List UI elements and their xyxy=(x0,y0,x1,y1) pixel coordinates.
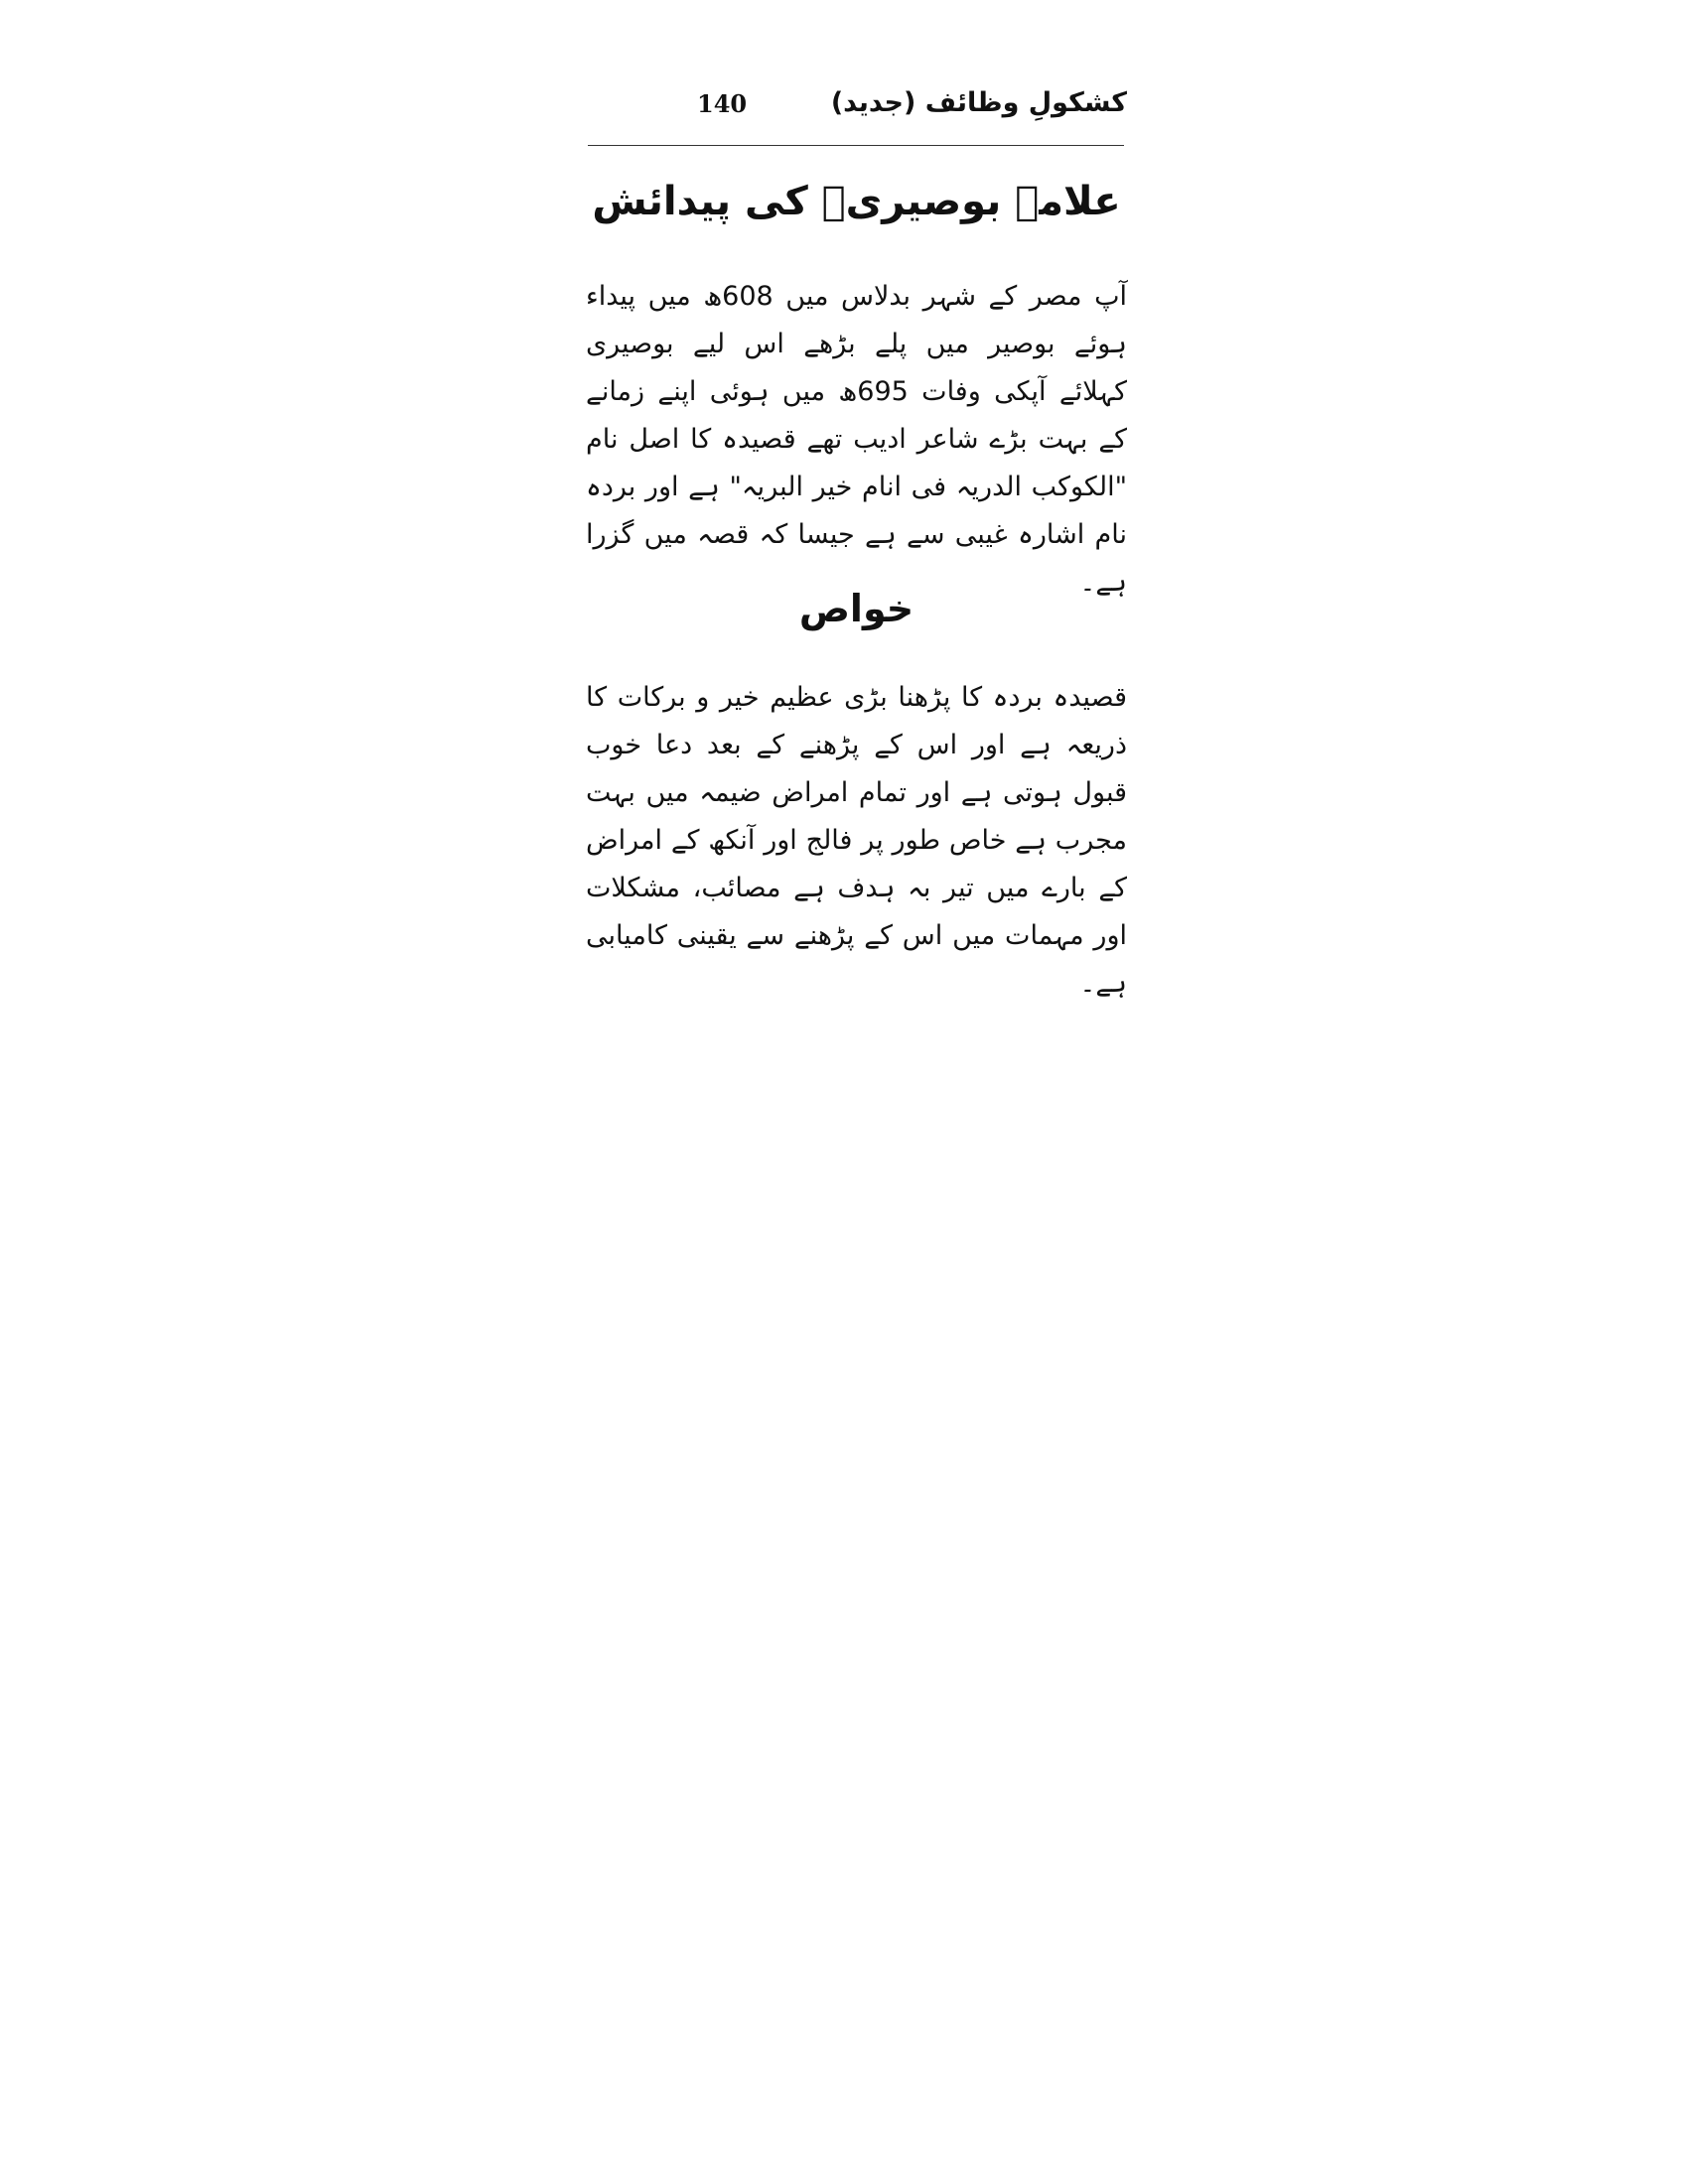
paragraph-virtues: قصیدہ بردہ کا پڑھنا بڑی عظیم خیر و برکات کا ذریعہ ہے اور اس کے پڑھنے کے بعد دعا خوب قبول ہوتی ہے اور تمام امراض ضیمہ میں بہت مجرب ہے خاص طور پر فالج اور آنکھ کے امراض کے بارے میں تیر بہ ہدف ہے مصائب، مشکلات اور مہمات میں اس کے پڑھنے سے یقینی کامیابی ہے۔ xyxy=(586,682,1127,999)
book-title: کشکولِ وظائف (جدید) xyxy=(830,87,1127,118)
section-heading-birth: علامہ بوصیریؒ کی پیدائش xyxy=(592,179,1121,224)
page-number: 140 xyxy=(697,89,748,118)
paragraph-birth: آپ مصر کے شہر بدلاس میں 608ھ میں پیداء ہوئے بوصیر میں پلے بڑھے اس لیے بوصیری کہلائے آپکی وفات 695ھ میں ہوئی اپنے زمانے کے بہت بڑے شاعر ادیب تھے قصیدہ کا اصل نام "الکوکب الدریہ فی انام خیر البریہ" ہے اور بردہ نام اشارہ غیبی سے ہے جیسا کہ قصہ میں گزرا ہے۔ xyxy=(586,281,1128,598)
section-heading-virtues: خواص xyxy=(798,587,914,630)
header-rule xyxy=(588,145,1124,146)
running-header xyxy=(586,79,1127,137)
page-column xyxy=(586,79,1128,999)
